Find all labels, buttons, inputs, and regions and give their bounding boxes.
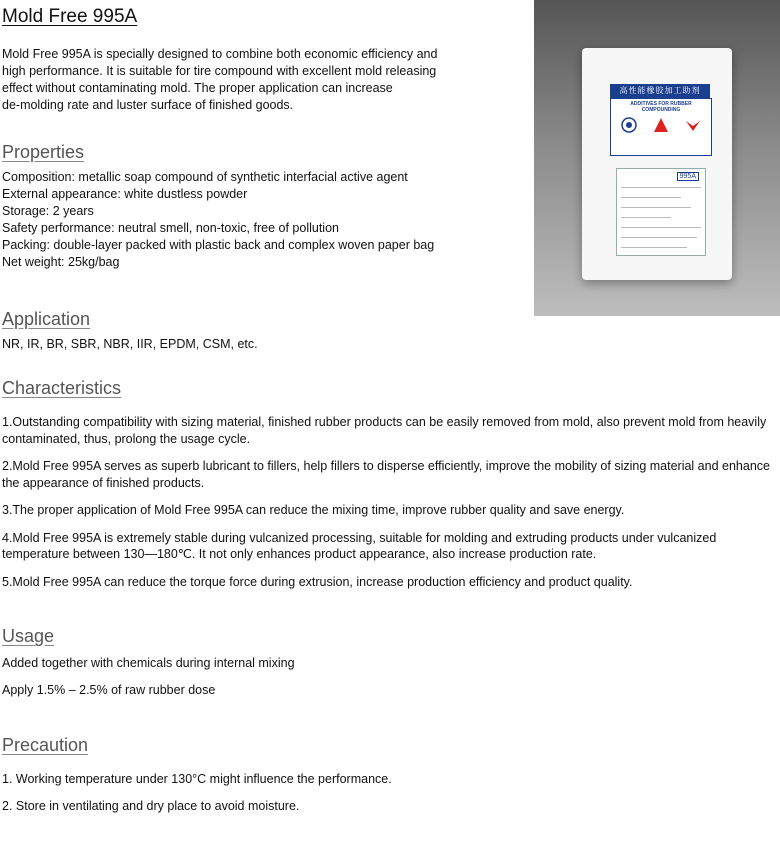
- list-item: 4.Mold Free 995A is extremely stable during vulcanized processing, suitable for molding and extruding products under vulcanized temperature between 130—180℃. It not only enhances product appearance, also increase production rate.: [2, 530, 717, 561]
- list-item: 1.Outstanding compatibility with sizing material, finished rubber products can be easily removed from mold, also prevent mold from heavily contaminated, thus, prolong the usage cycle.: [2, 415, 767, 446]
- wings-logo-icon: [685, 117, 701, 133]
- list-item: Packing: double-layer packed with plastic back and complex woven paper bag: [2, 238, 435, 252]
- list-item: 2.Mold Free 995A serves as superb lubricant to fillers, help fillers to disperse efficiently, improve the mobility of sizing material and enhance the appearance of finished products.: [2, 459, 770, 490]
- bag-header: 高性能橡胶加工助剂: [610, 84, 710, 98]
- intro-line: de-molding rate and luster surface of finished goods.: [2, 98, 294, 112]
- characteristics-list: [2, 414, 778, 601]
- list-item: Net weight: 25kg/bag: [2, 255, 120, 269]
- properties-heading: Properties: [2, 142, 85, 162]
- intro-paragraph: [2, 46, 452, 114]
- product-bag: [582, 48, 732, 280]
- bag-label-code: 995A: [677, 172, 699, 181]
- bag-label: [616, 168, 706, 256]
- list-item: 1. Working temperature under 130°C might influence the performance.: [2, 772, 392, 786]
- list-item: Storage: 2 years: [2, 204, 94, 218]
- precaution-list: [2, 771, 392, 825]
- triangle-logo-icon: [653, 117, 669, 133]
- usage-heading: Usage: [2, 626, 55, 646]
- list-item: Apply 1.5% – 2.5% of raw rubber dose: [2, 683, 216, 697]
- intro-line: high performance. It is suitable for tire compound with excellent mold releasing: [2, 64, 437, 78]
- list-item: Safety performance: neutral smell, non-toxic, free of pollution: [2, 221, 339, 235]
- intro-line: effect without contaminating mold. The proper application can increase: [2, 81, 393, 95]
- intro-line: Mold Free 995A is specially designed to combine both economic efficiency and: [2, 47, 438, 61]
- brand-logo-icon: [621, 117, 637, 133]
- list-item: Added together with chemicals during internal mixing: [2, 656, 295, 670]
- bag-subtitle: ADDITIVES FOR RUBBER COMPOUNDING: [630, 101, 692, 113]
- application-text: NR, IR, BR, SBR, NBR, IIR, EPDM, CSM, etc.: [2, 337, 258, 351]
- list-item: 5.Mold Free 995A can reduce the torque force during extrusion, increase production efficiency and product quality.: [2, 574, 633, 589]
- product-photo: [534, 0, 780, 316]
- application-heading: Application: [2, 309, 91, 329]
- list-item: External appearance: white dustless powder: [2, 187, 248, 201]
- properties-list: [2, 169, 434, 271]
- usage-list: [2, 655, 295, 709]
- precaution-heading: Precaution: [2, 735, 89, 755]
- characteristics-heading: Characteristics: [2, 378, 122, 398]
- page-title: Mold Free 995A: [2, 6, 138, 27]
- list-item: 3.The proper application of Mold Free 995A can reduce the mixing time, improve rubber quality and save energy.: [2, 503, 625, 517]
- bag-panel: [610, 98, 712, 156]
- list-item: Composition: metallic soap compound of synthetic interfacial active agent: [2, 170, 408, 184]
- list-item: 2. Store in ventilating and dry place to avoid moisture.: [2, 799, 300, 813]
